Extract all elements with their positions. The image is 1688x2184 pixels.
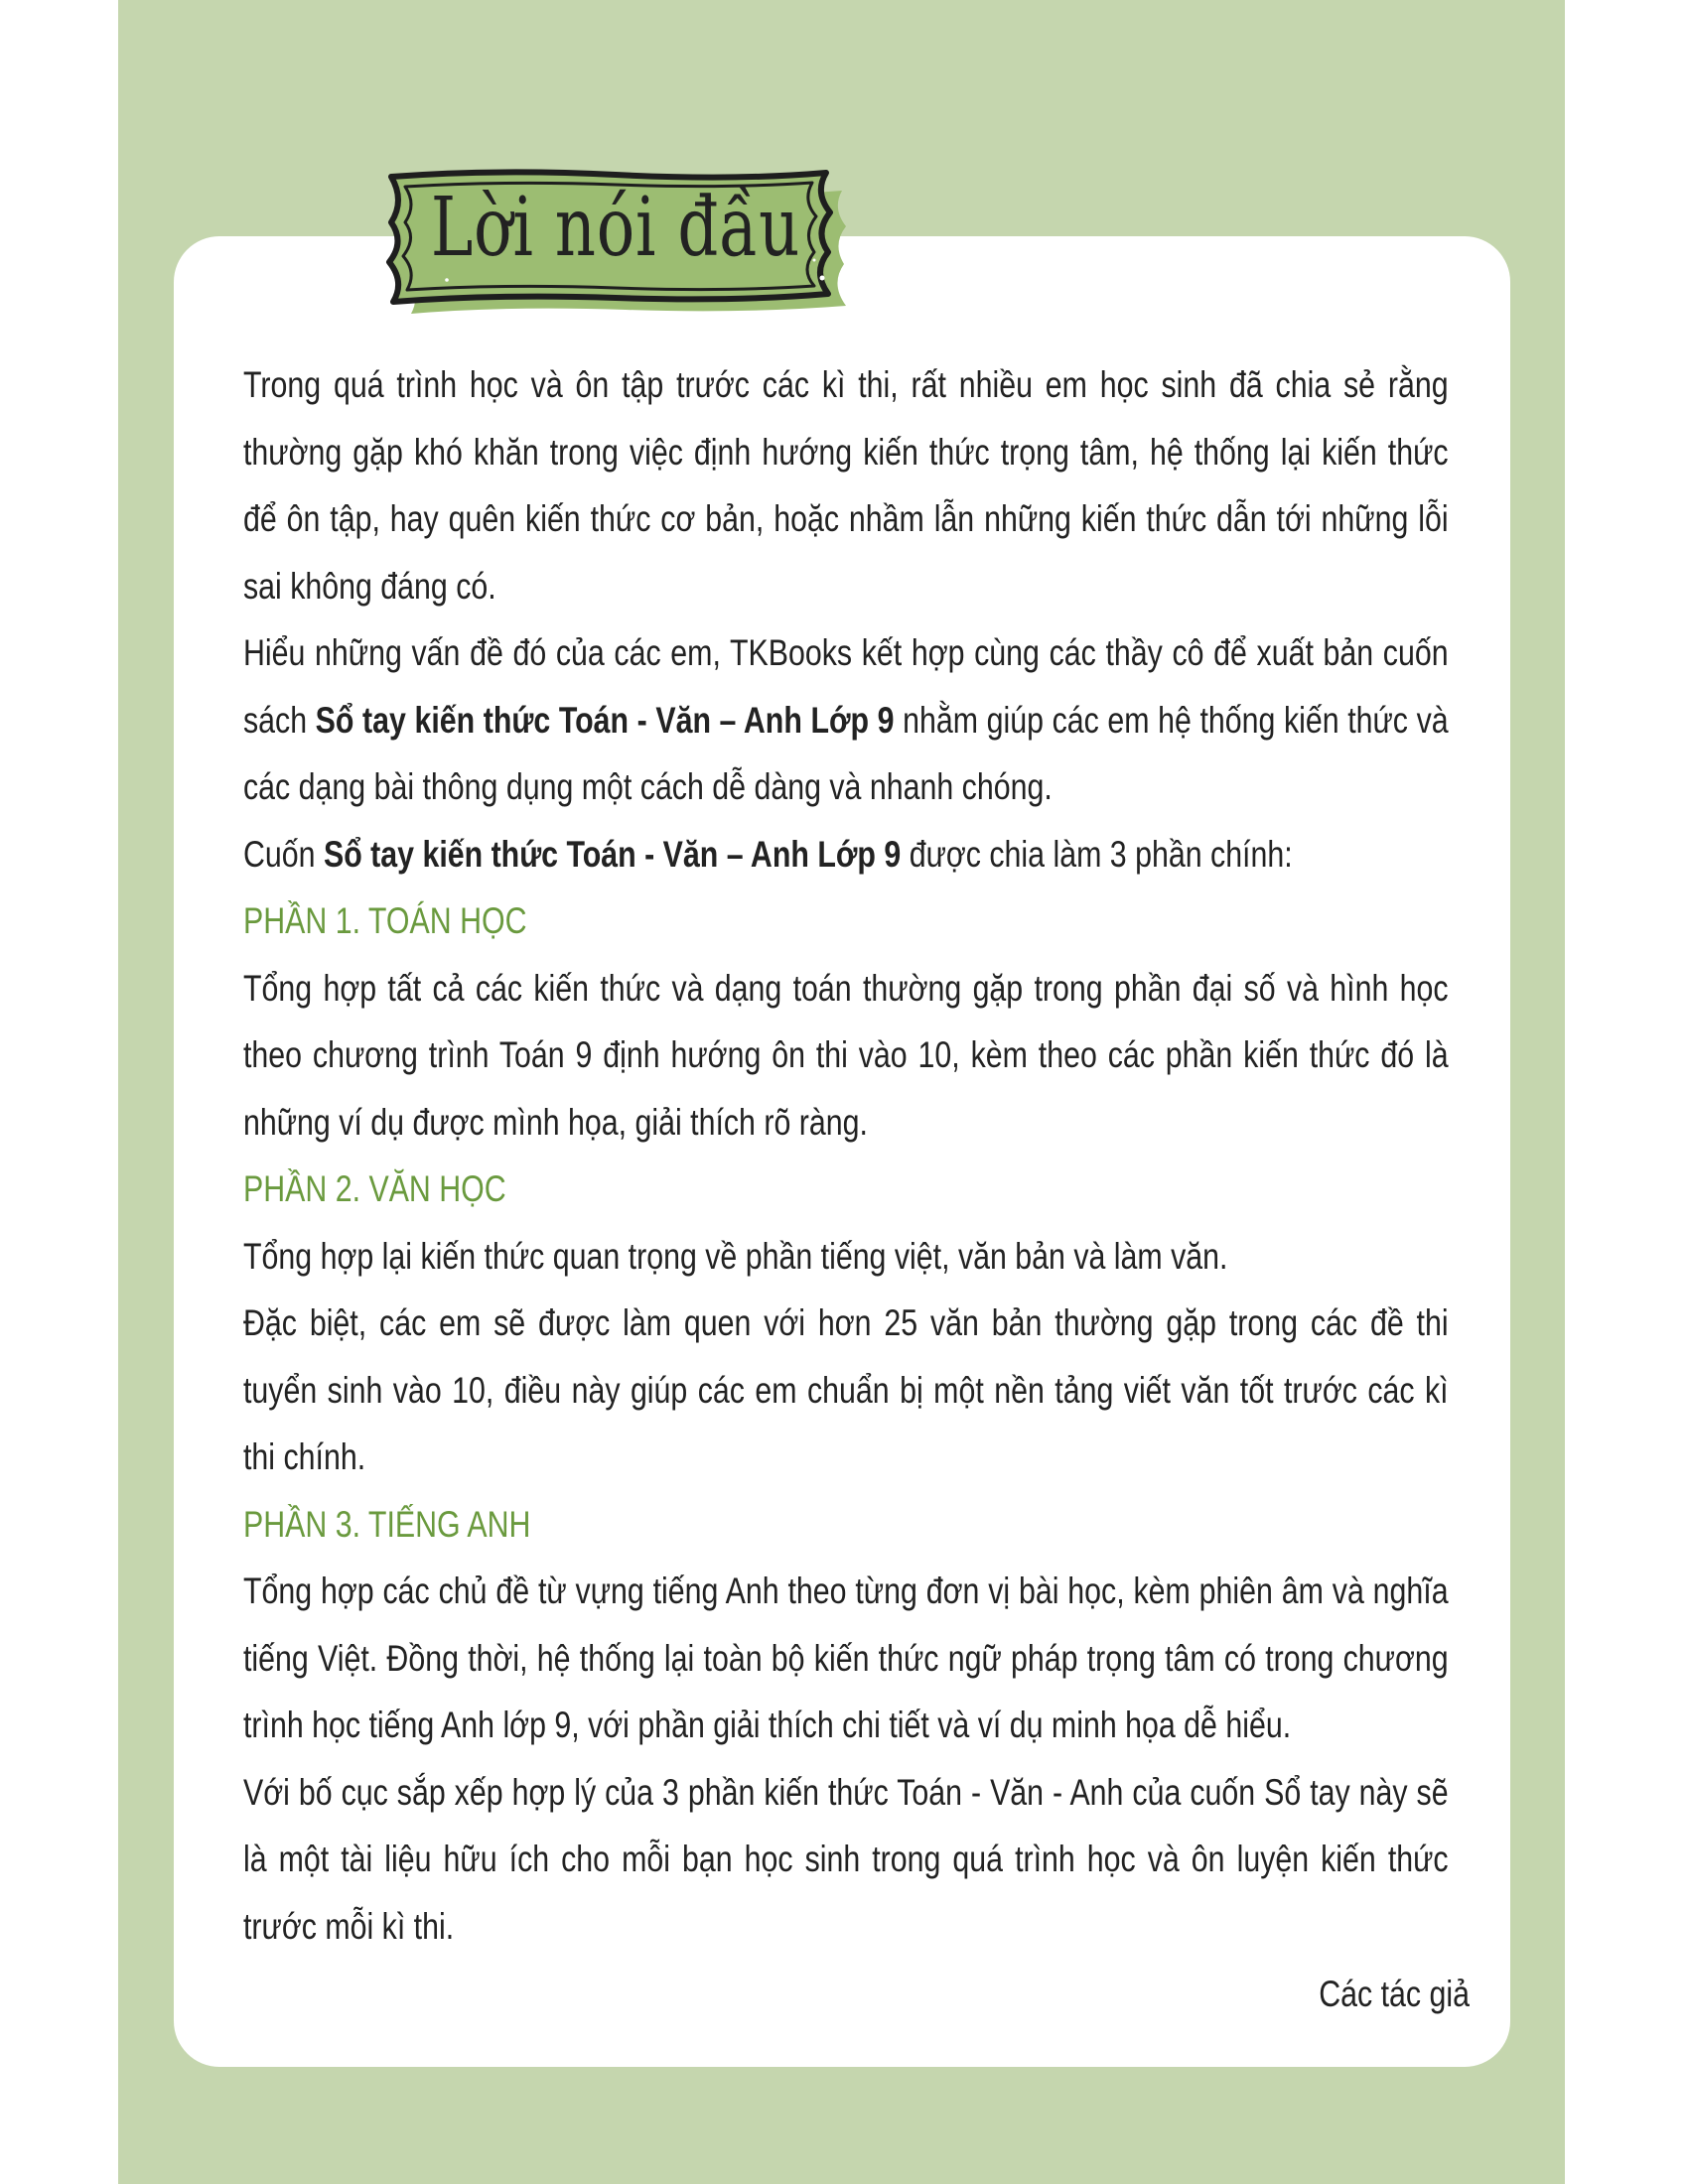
paragraph-intro: Trong quá trình học và ôn tập trước các kì thi, rất nhiều em học sinh đã chia sẻ rằng thường gặp khó khăn trong việc định hướng kiến thức trọng tâm, hệ thống lại kiến thức để ôn tập, hay quên kiến thức cơ bản, hoặc nhầm lẫn những kiến thức dẫn tới những lỗi sai không đáng có. [243,364,1449,607]
section-heading-math: PHẦN 1. TOÁN HỌC [243,900,527,941]
text: Hiểu những vấn đề đó của các em, TKBooks kết hợp cùng các thầy cô để xuất bản cuốn sách [243,632,1449,741]
section-heading-literature: PHẦN 2. VĂN HỌC [243,1168,506,1209]
book-title: Sổ tay kiến thức Toán - Văn – Anh Lớp 9 [323,833,902,875]
paragraph-conclusion: Với bố cục sắp xếp hợp lý của 3 phần kiến thức Toán - Văn - Anh của cuốn Sổ tay này sẽ là một tài liệu hữu ích cho mỗi bạn học sinh trong quá trình học và ôn luyện kiến thức trước mỗi kì thi. [243,1771,1449,1947]
text: Cuốn [243,833,324,875]
paragraph-structure [243,821,1449,888]
text: được chia làm 3 phần chính: [901,833,1293,875]
paragraph-english: Tổng hợp các chủ đề từ vựng tiếng Anh theo từng đơn vị bài học, kèm phiên âm và nghĩa tiếng Việt. Đồng thời, hệ thống lại toàn bộ kiến thức ngữ pháp trọng tâm có trong chương trình học tiếng Anh lớp 9, với phần giải thích chi tiết và ví dụ minh họa dễ hiểu. [243,1570,1449,1745]
signature: Các tác giả [1319,1974,1470,2014]
book-title: Sổ tay kiến thức Toán - Văn – Anh Lớp 9 [315,699,895,741]
page-title: Lời nói đầu [430,181,801,275]
preface-body [243,351,1463,1960]
text: nhằm giúp các em hệ thống kiến thức và các dạng bài thông dụng một cách dễ dàng và nhanh chóng. [243,699,1449,807]
paragraph-purpose [243,619,1449,821]
title-sign [377,161,854,328]
paragraph-literature-1: Tổng hợp lại kiến thức quan trọng về phần tiếng việt, văn bản và làm văn. [243,1235,1228,1277]
paragraph-math: Tổng hợp tất cả các kiến thức và dạng toán thường gặp trong phần đại số và hình học theo chương trình Toán 9 định hướng ôn thi vào 10, kèm theo các phần kiến thức đó là những ví dụ được mình họa, giải thích rõ ràng. [243,967,1449,1143]
section-heading-english: PHẦN 3. TIẾNG ANH [243,1503,531,1545]
paragraph-literature-2: Đặc biệt, các em sẽ được làm quen với hơn 25 văn bản thường gặp trong các đề thi tuyển sinh vào 10, điều này giúp các em chuẩn bị một nền tảng viết văn tốt trước các kì thi chính. [243,1302,1449,1477]
